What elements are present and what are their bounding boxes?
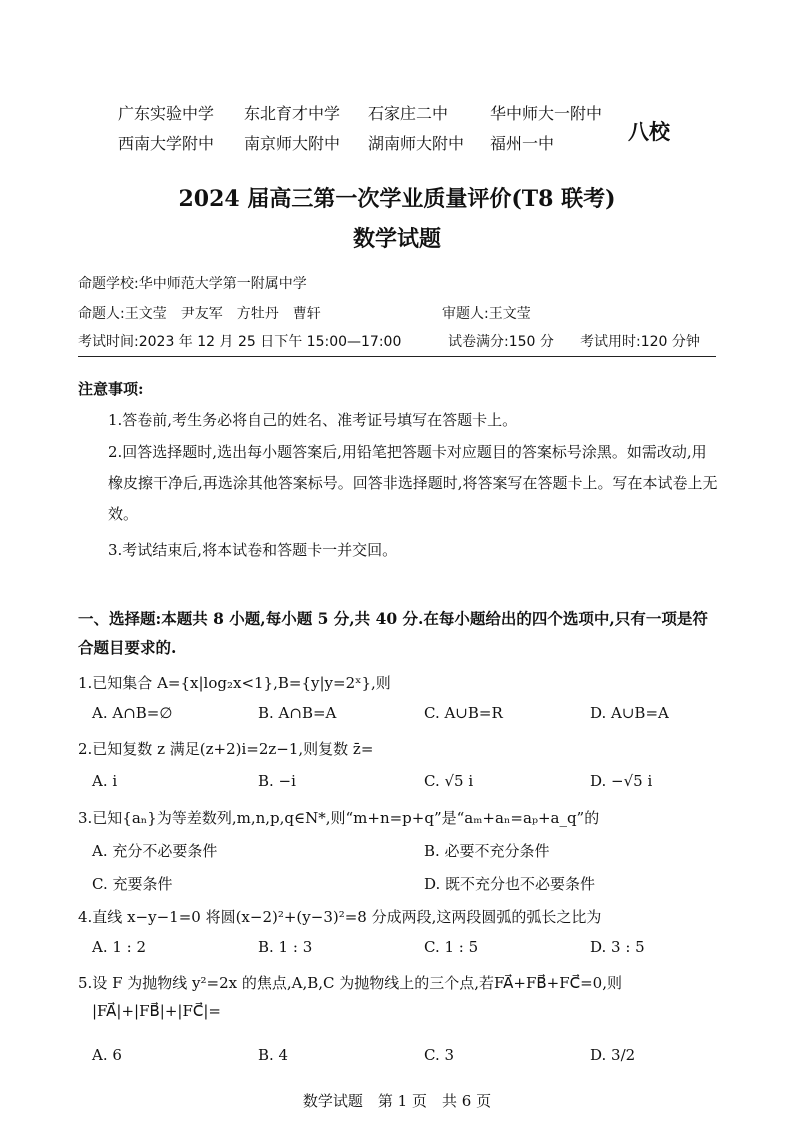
- question-5-stem-line2: |FA⃗|+|FB⃗|+|FC⃗|=: [92, 1002, 221, 1020]
- school-xinan: 西南大学附中: [118, 134, 215, 153]
- question-5-option-c: C. 3: [424, 1046, 455, 1064]
- question-3-option-b: B. 必要不充分条件: [424, 842, 550, 860]
- meta-school: 命题学校:华中师范大学第一附属中学: [78, 276, 307, 292]
- school-huazhong: 华中师大一附中: [490, 104, 603, 123]
- school-fuzhou: 福州一中: [490, 134, 555, 153]
- subject-title: 数学试题: [352, 226, 441, 252]
- question-2-option-a: A. i: [92, 772, 118, 790]
- school-hunan: 湖南师大附中: [368, 134, 465, 153]
- question-5-option-a: A. 6: [92, 1046, 122, 1064]
- question-4-option-a: A. 1 : 2: [92, 938, 147, 956]
- question-1-option-d: D. A∪B=A: [590, 704, 669, 722]
- question-5-option-b: B. 4: [258, 1046, 289, 1064]
- question-3-option-d: D. 既不充分也不必要条件: [424, 875, 596, 893]
- question-4-stem: 4.直线 x−y−1=0 将圆(x−2)²+(y−3)²=8 分成两段,这两段圆弧的弧长之比为: [78, 908, 602, 926]
- question-2-option-c: C. √5 i: [424, 772, 474, 790]
- question-5-option-d: D. 3/2: [590, 1046, 636, 1064]
- exam-title: 2024 届高三第一次学业质量评价(T8 联考): [178, 186, 616, 212]
- question-1-option-a: A. A∩B=∅: [92, 704, 173, 722]
- eight-schools-badge: 八校: [628, 119, 670, 144]
- meta-duration: 考试用时:120 分钟: [580, 334, 700, 350]
- question-2-option-d: D. −√5 i: [590, 772, 653, 790]
- divider-line: [78, 356, 716, 357]
- question-2-option-b: B. −i: [258, 772, 296, 790]
- notes-item-2: [78, 437, 718, 530]
- notes-item-3: [78, 535, 718, 566]
- question-3-option-c: C. 充要条件: [92, 875, 173, 893]
- notes-heading: 注意事项:: [78, 380, 144, 398]
- question-4-option-d: D. 3 : 5: [590, 938, 645, 956]
- school-nanjing: 南京师大附中: [244, 134, 341, 153]
- notes-item-1: [78, 405, 718, 436]
- question-2-stem: 2.已知复数 z 满足(z+2)i=2z−1,则复数 z̄=: [78, 740, 374, 758]
- school-guangdong: 广东实验中学: [118, 104, 215, 123]
- meta-reviewer: 审题人:王文莹: [442, 306, 531, 322]
- notes-item-3-text: 3.考试结束后,将本试卷和答题卡一并交回。: [108, 541, 398, 559]
- school-shijiazhuang: 石家庄二中: [368, 104, 449, 123]
- notes-item-1-text: 1.答卷前,考生务必将自己的姓名、准考证号填写在答题卡上。: [108, 411, 518, 429]
- question-3-option-a: A. 充分不必要条件: [92, 842, 218, 860]
- meta-authors: 命题人:王文莹 尹友军 方牡丹 曹轩: [78, 306, 321, 322]
- notes-item-2-text: 2.回答选择题时,选出每小题答案后,用铅笔把答题卡对应题目的答案标号涂黑。如需改动,用橡皮擦干净后,再选涂其他答案标号。回答非选择题时,将答案写在答题卡上。写在本试卷上无效。: [108, 443, 718, 523]
- section-1-heading: 一、选择题:本题共 8 小题,每小题 5 分,共 40 分.在每小题给出的四个选项中,只有一项是符合题目要求的.: [78, 609, 708, 657]
- meta-time: 考试时间:2023 年 12 月 25 日下午 15:00—17:00: [78, 334, 402, 350]
- question-4-option-b: B. 1 : 3: [258, 938, 313, 956]
- school-dongbei: 东北育才中学: [244, 104, 341, 123]
- question-1-option-b: B. A∩B=A: [258, 704, 337, 722]
- question-1-option-c: C. A∪B=R: [424, 704, 503, 722]
- question-3-stem: 3.已知{aₙ}为等差数列,m,n,p,q∈N*,则“m+n=p+q”是“aₘ+aₙ=aₚ+a_q”的: [78, 809, 600, 827]
- question-1-stem: 1.已知集合 A={x|log₂x<1},B={y|y=2ˣ},则: [78, 674, 391, 692]
- question-4-option-c: C. 1 : 5: [424, 938, 479, 956]
- page-footer: 数学试题 第 1 页 共 6 页: [302, 1092, 492, 1110]
- question-5-stem: 5.设 F 为抛物线 y²=2x 的焦点,A,B,C 为抛物线上的三个点,若FA⃗+FB⃗+FC⃗=0,则: [78, 974, 622, 992]
- meta-score: 试卷满分:150 分: [448, 334, 554, 350]
